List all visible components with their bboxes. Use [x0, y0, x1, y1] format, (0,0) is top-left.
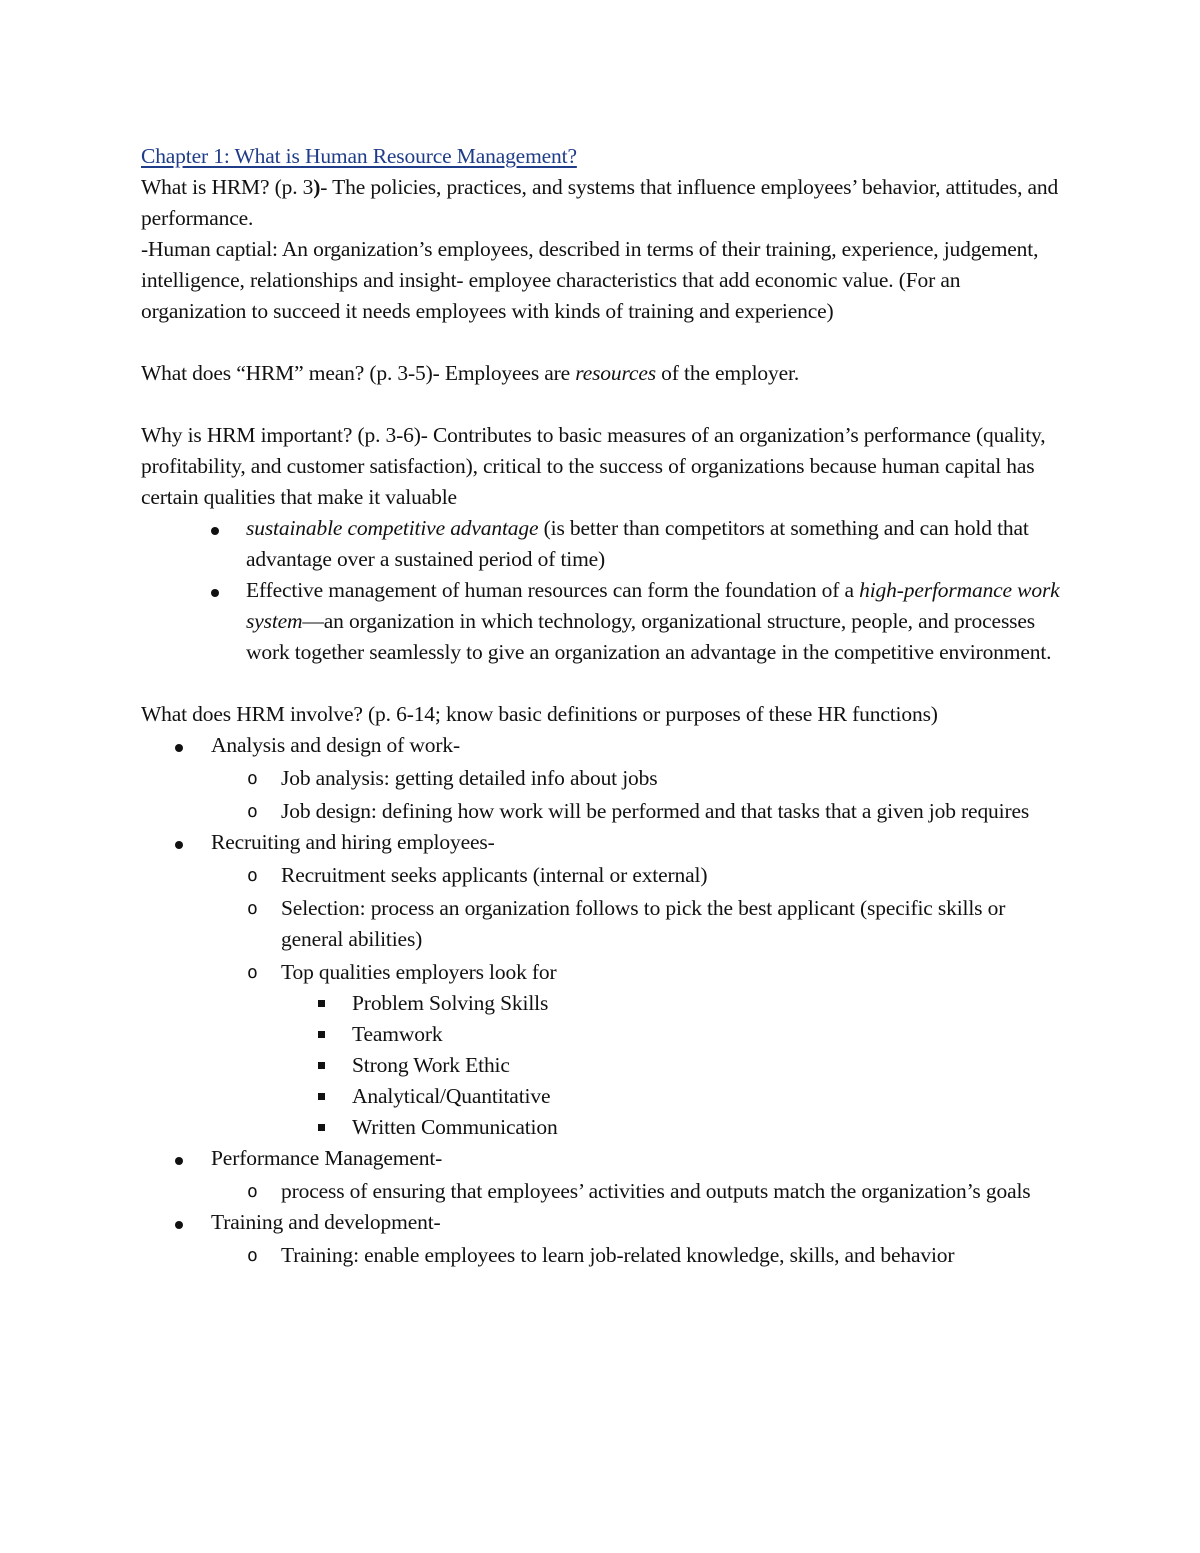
what-is-hrm-answer: - The policies, practices, and systems that influence employees’ behavior, attitudes, and performance. [141, 175, 1059, 230]
sub-sub-list-item: Written Communication [141, 1112, 1061, 1143]
spacer [141, 327, 1061, 358]
what-is-hrm-paren: ) [313, 175, 321, 199]
sub-list-item: o Job design: defining how work will be performed and that tasks that a given job requires [141, 796, 1061, 827]
bullet-emphasis: high-performance work system [246, 578, 1060, 633]
sub-sub-list-item: Analytical/Quantitative [141, 1081, 1061, 1112]
bullet-icon [175, 730, 183, 761]
list-item [141, 575, 1061, 668]
document-body [141, 141, 1061, 1271]
sub-list-item: o Recruitment seeks applicants (internal or external) [141, 860, 1061, 891]
sub-list-item: o Training: enable employees to learn job-related knowledge, skills, and behavior [141, 1240, 1061, 1271]
sub-sub-list-item: Teamwork [141, 1019, 1061, 1050]
sub-list-item: o process of ensuring that employees’ activities and outputs match the organization’s goals [141, 1176, 1061, 1207]
meaning-emphasis: resources [575, 361, 656, 385]
circle-bullet-icon: o [247, 1181, 258, 1202]
bullet-icon [211, 513, 219, 544]
square-bullet-icon [318, 1093, 325, 1100]
circle-bullet-icon: o [247, 898, 258, 919]
bullet-icon [175, 827, 183, 858]
bullet-icon [211, 575, 219, 606]
circle-bullet-icon: o [247, 962, 258, 983]
list-item [141, 513, 1061, 575]
list-item: Performance Management- [141, 1143, 1061, 1174]
list-item: Training and development- [141, 1207, 1061, 1238]
what-is-hrm-question: What is HRM? (p. 3 [141, 175, 314, 199]
sub-list-item: o Job analysis: getting detailed info about jobs [141, 763, 1061, 794]
circle-bullet-icon: o [247, 768, 258, 789]
spacer [141, 668, 1061, 699]
hrm-importance-paragraph: Why is HRM important? (p. 3-6)- Contributes to basic measures of an organization’s performance (quality, profitability, and customer satisfaction), critical to the success of organizations because human capital has certain qualities that make it valuable [141, 423, 1046, 509]
what-is-hrm-paragraph [141, 172, 1061, 234]
sub-sub-list-item: Problem Solving Skills [141, 988, 1061, 1019]
human-capital-paragraph: -Human captial: An organization’s employees, described in terms of their training, experience, judgement, intelligence, relationships and insight- employee characteristics that add economic value. (For an organization to succeed it needs employees with kinds of training and experience) [141, 237, 1039, 323]
list-item: Analysis and design of work- [141, 730, 1061, 761]
sub-sub-list-item: Strong Work Ethic [141, 1050, 1061, 1081]
bullet-text: Effective management of human resources can form the foundation of a [246, 578, 860, 602]
circle-bullet-icon: o [247, 801, 258, 822]
circle-bullet-icon: o [247, 865, 258, 886]
bullet-text-end: —an organization in which technology, organizational structure, people, and processes work together seamlessly to give an organization an advantage in the competitive environment. [246, 609, 1052, 664]
bullet-icon [175, 1207, 183, 1238]
square-bullet-icon [318, 1031, 325, 1038]
hrm-meaning-paragraph [141, 358, 1061, 389]
spacer [141, 389, 1061, 420]
meaning-text: What does “HRM” mean? (p. 3-5)- Employees are [141, 361, 576, 385]
chapter-title: Chapter 1: What is Human Resource Management? [141, 144, 577, 168]
bullet-icon [175, 1143, 183, 1174]
sub-list-item: o Top qualities employers look for [141, 957, 1061, 988]
list-item: Recruiting and hiring employees- [141, 827, 1061, 858]
square-bullet-icon [318, 1062, 325, 1069]
circle-bullet-icon: o [247, 1245, 258, 1266]
meaning-text-end: of the employer. [655, 361, 800, 385]
bullet-text: (is better than competitors at something and can hold that advantage over a sustained period of time) [246, 516, 1029, 571]
sub-list-item: o Selection: process an organization follows to pick the best applicant (specific skills or general abilities) [141, 893, 1061, 955]
hrm-involve-heading: What does HRM involve? (p. 6-14; know basic definitions or purposes of these HR functions) [141, 702, 938, 726]
bullet-emphasis: sustainable competitive advantage [246, 516, 539, 540]
square-bullet-icon [318, 1000, 325, 1007]
square-bullet-icon [318, 1124, 325, 1131]
